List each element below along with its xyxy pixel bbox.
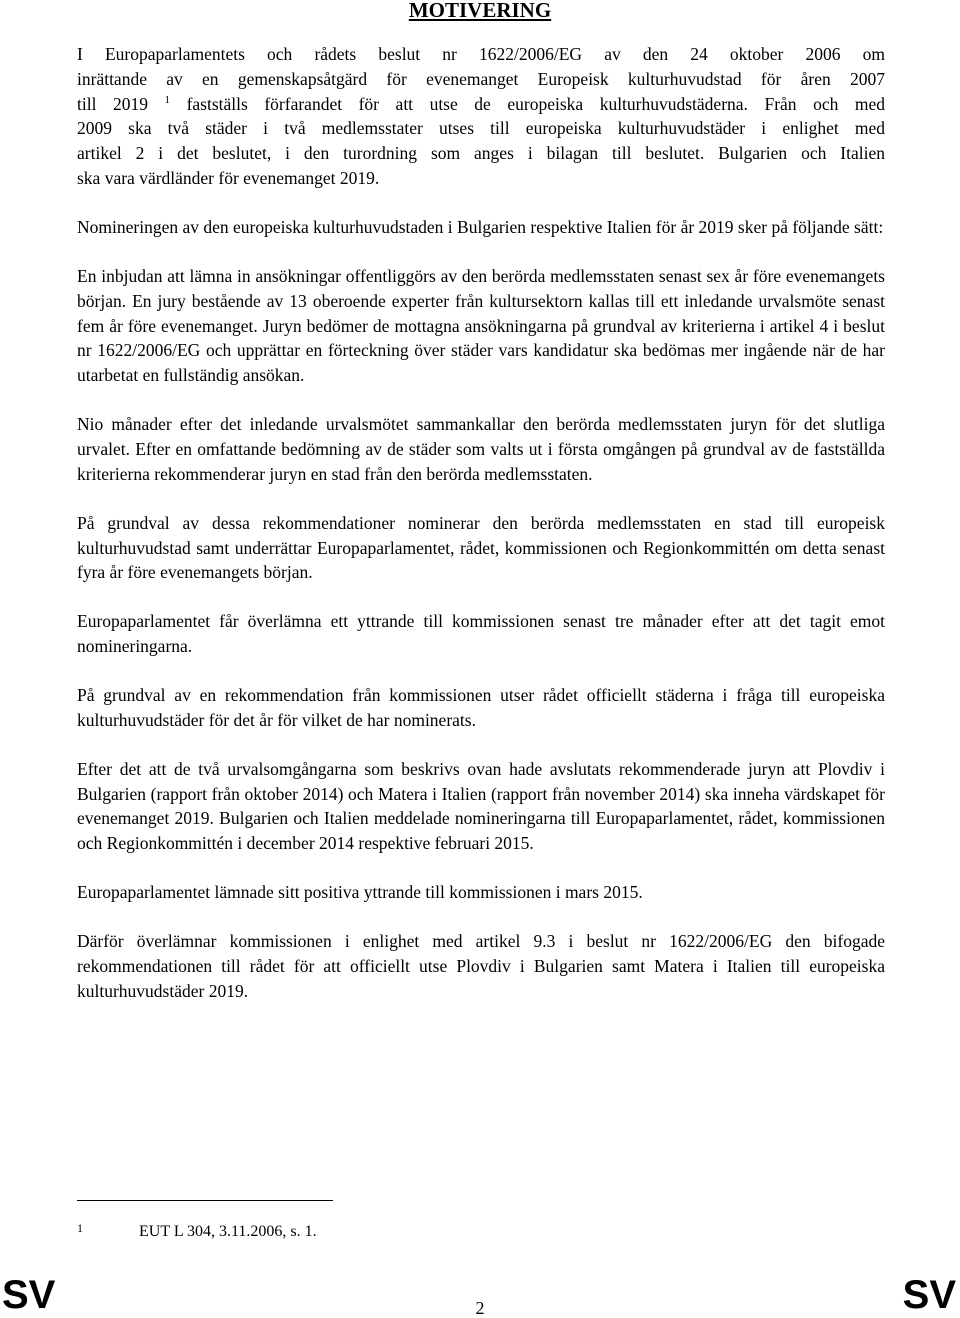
p1-line-6: ska vara värdländer för evenemanget 2019. (77, 167, 380, 188)
paragraph-3: En inbjudan att lämna in ansökningar offentliggörs av den berörda medlemsstaten senast sex år före evenemangets början. En jury bestående av 13 oberoende experter från kultursektorn kallas till ett inledande urvalsmöte senast fem år före evenemanget. Juryn bedömer de mottagna ansökningarna på grundval av kriterierna i artikel 4 i beslut nr 1622/2006/EG och upprättar en förteckning över städer vars kandidatur ska bedömas mer ingående när de har utarbetat en fullständig ansökan. (77, 265, 885, 386)
p1-line-4: 2009 ska två städer i två medlemsstater utses till europeiska kulturhuvudstäder i enlighet med (77, 118, 885, 139)
footnote-separator (77, 1200, 333, 1201)
paragraph-8: Efter det att de två urvalsomgångarna som beskrivs ovan hade avslutats rekommenderade juryn att Plovdiv i Bulgarien (rapport från oktober 2014) och Matera i Italien (rapport från november 2014) ska inneha värdskapet för evenemanget 2019. Bulgarien och Italien meddelade nomineringarna till Europaparlamentet, rådet, kommissionen och Regionkommittén i december 2014 respektive februari 2015. (77, 758, 885, 854)
document-body (77, 42, 885, 1028)
paragraph-1 (77, 42, 885, 191)
p1-line-2: inrättande av en gemenskapsåtgärd för evenemanget Europeisk kulturhuvudstad för åren 2007 (77, 68, 885, 89)
paragraph-6: Europaparlamentet får överlämna ett yttrande till kommissionen senast tre månader efter att det tagit emot nomineringarna. (77, 611, 885, 657)
page-title: MOTIVERING (408, 0, 552, 22)
paragraph-9: Europaparlamentet lämnade sitt positiva yttrande till kommissionen i mars 2015. (77, 882, 643, 903)
p1-line-5: artikel 2 i det beslutet, i den turordning som anges i bilagan till beslutet. Bulgarien och Italien (77, 143, 885, 164)
p1-line-1: I Europaparlamentets och rådets beslut nr 1622/2006/EG av den 24 oktober 2006 om (77, 44, 885, 64)
p1-line-3-end: fastställs förfarandet för att utse de europeiska kulturhuvudstäderna. Från och med (170, 93, 886, 114)
paragraph-4: Nio månader efter det inledande urvalsmötet sammankallar den berörda medlemsstaten juryn för det slutliga urvalet. Efter en omfattande bedömning av de städer som valts ut i första omgången på grundval av de fastställda kriterierna rekommenderar juryn en stad från den berörda medlemsstaten. (77, 414, 885, 484)
footnote-text: EUT L 304, 3.11.2006, s. 1. (139, 1223, 317, 1240)
paragraph-2: Nomineringen av den europeiska kulturhuvudstaden i Bulgarien respektive Italien för år 2019 sker på följande sätt: (77, 216, 884, 237)
p1-line-3-start: till 2019 (77, 93, 148, 114)
language-code-right: SV (902, 1273, 956, 1317)
footnote (77, 1222, 677, 1242)
footnote-number: 1 (77, 1221, 83, 1235)
page-number: 2 (475, 1298, 485, 1318)
footnote-reference[interactable]: 1 (164, 93, 171, 106)
paragraph-5: På grundval av dessa rekommendationer nominerar den berörda medlemsstaten en stad till europeisk kulturhuvudstad samt underrättar Europaparlamentet, rådet, kommissionen och Regionkommittén om detta senast fyra år före evenemangets början. (77, 512, 885, 583)
p1-line-3 (77, 92, 885, 117)
paragraph-10: Därför överlämnar kommissionen i enlighet med artikel 9.3 i beslut nr 1622/2006/EG den bifogade rekommendationen till rådet för att officiellt utse Plovdiv i Bulgarien samt Matera i Italien till europeiska kulturhuvudstäder 2019. (77, 931, 885, 1001)
language-code-left: SV (2, 1273, 56, 1317)
paragraph-7: På grundval av en rekommendation från kommissionen utser rådet officiellt städerna i fråga till europeiska kulturhuvudstäder för det år för vilket de har nominerats. (77, 685, 885, 730)
